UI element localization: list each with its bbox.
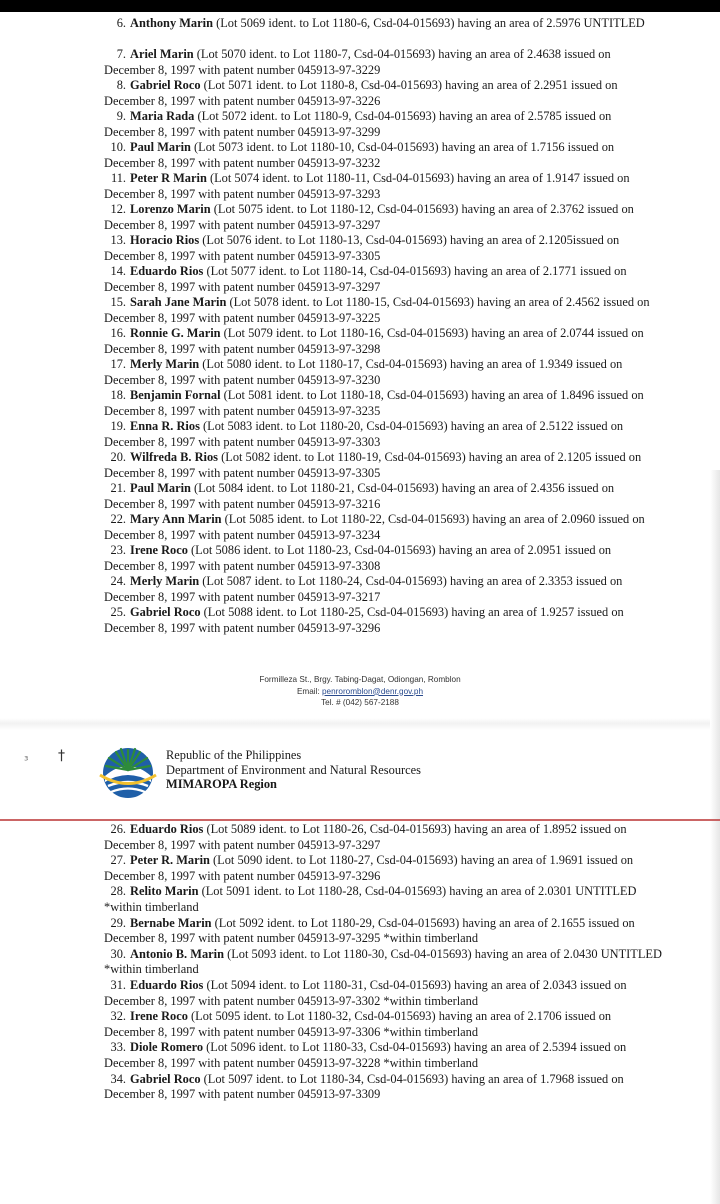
owner-name: Antonio B. Marin	[130, 946, 224, 961]
list-item: 22. Mary Ann Marin (Lot 5085 ident. to Lot 1180-22, Csd-04-015693) having an area of 2.0960 issued on December 8, 1997 with patent number 045913-97-3234	[104, 512, 645, 542]
email-line	[0, 686, 720, 698]
owner-name: Enna R. Rios	[130, 419, 200, 433]
department-line: Department of Environment and Natural Resources	[166, 762, 421, 777]
lot-details: (Lot 5085 ident. to Lot 1180-22, Csd-04-015693) having an area of 2.0960 issued on December 8, 1997 with patent number 045913-97-3234	[104, 512, 645, 542]
lot-details: (Lot 5089 ident. to Lot 1180-26, Csd-04-015693) having an area of 1.8952 issued on December 8, 1997 with patent number 045913-97-3297	[104, 822, 627, 852]
list-item: 8. Gabriel Roco (Lot 5071 ident. to Lot 1180-8, Csd-04-015693) having an area of 2.2951 issued on December 8, 1997 with patent number 045913-97-3226	[104, 78, 618, 108]
owner-name: Bernabe Marin	[130, 915, 212, 930]
list-item: 12. Lorenzo Marin (Lot 5075 ident. to Lot 1180-12, Csd-04-015693) having an area of 2.3762 issued on December 8, 1997 with patent number 045913-97-3297	[104, 202, 634, 232]
republic-line: Republic of the Philippines	[166, 748, 302, 762]
owner-name: Merly Marin	[130, 357, 200, 371]
lot-details: (Lot 5073 ident. to Lot 1180-10, Csd-04-015693) having an area of 1.7156 issued on December 8, 1997 with patent number 045913-97-3232	[104, 140, 615, 170]
denr-logo-icon	[96, 742, 160, 800]
list-item: 32. Irene Roco (Lot 5095 ident. to Lot 1180-32, Csd-04-015693) having an area of 2.1706 issued on December 8, 1997 with patent number 045913-97-3306 *within timberland	[104, 1009, 612, 1039]
owner-name: Peter R Marin	[130, 171, 207, 185]
owner-name: Anthony Marin	[130, 16, 213, 30]
list-item: 17. Merly Marin (Lot 5080 ident. to Lot 1180-17, Csd-04-015693) having an area of 1.9349 issued on December 8, 1997 with patent number 045913-97-3230	[104, 357, 623, 387]
owner-name: Gabriel Roco	[130, 605, 201, 619]
list-item: 25. Gabriel Roco (Lot 5088 ident. to Lot 1180-25, Csd-04-015693) having an area of 1.9257 issued on December 8, 1997 with patent number 045913-97-3296	[104, 605, 624, 635]
list-item: 20. Wilfreda B. Rios (Lot 5082 ident. to Lot 1180-19, Csd-04-015693) having an area of 2.1205 issued on December 8, 1997 with patent number 045913-97-3305	[104, 450, 642, 480]
lot-details: (Lot 5091 ident. to Lot 1180-28, Csd-04-015693) having an area of 2.0301 UNTITLED *within timberland	[104, 884, 637, 914]
owner-name: Paul Marin	[130, 140, 191, 154]
owner-name: Eduardo Rios	[130, 264, 204, 278]
margin-mark: ³	[24, 754, 29, 767]
owner-name: Relito Marin	[130, 884, 199, 899]
lot-details: (Lot 5074 ident. to Lot 1180-11, Csd-04-015693) having an area of 1.9147 issued on December 8, 1997 with patent number 045913-97-3293	[104, 171, 630, 201]
lot-details: (Lot 5088 ident. to Lot 1180-25, Csd-04-015693) having an area of 1.9257 issued on December 8, 1997 with patent number 045913-97-3296	[104, 605, 624, 635]
list-item: 11. Peter R Marin (Lot 5074 ident. to Lot 1180-11, Csd-04-015693) having an area of 1.9147 issued on December 8, 1997 with patent number 045913-97-3293	[104, 171, 630, 201]
lot-details: (Lot 5079 ident. to Lot 1180-16, Csd-04-015693) having an area of 2.0744 issued on December 8, 1997 with patent number 045913-97-3298	[104, 326, 644, 356]
office-contact-footer	[0, 674, 720, 709]
owner-name: Eduardo Rios	[130, 822, 204, 836]
owner-name: Mary Ann Marin	[130, 512, 222, 526]
lot-details: (Lot 5093 ident. to Lot 1180-30, Csd-04-015693) having an area of 2.0430 UNTITLED *within timberland	[104, 946, 662, 977]
lot-details: (Lot 5075 ident. to Lot 1180-12, Csd-04-015693) having an area of 2.3762 issued on December 8, 1997 with patent number 045913-97-3297	[104, 202, 634, 232]
owner-name: Ronnie G. Marin	[130, 326, 221, 340]
header-rule	[0, 819, 720, 821]
list-item: 16. Ronnie G. Marin (Lot 5079 ident. to Lot 1180-16, Csd-04-015693) having an area of 2.0744 issued on December 8, 1997 with patent number 045913-97-3298	[104, 326, 644, 356]
lot-details: (Lot 5077 ident. to Lot 1180-14, Csd-04-015693) having an area of 2.1771 issued on December 8, 1997 with patent number 045913-97-3297	[104, 264, 627, 294]
lot-details: (Lot 5092 ident. to Lot 1180-29, Csd-04-015693) having an area of 2.1655 issued on December 8, 1997 with patent number 045913-97-3295 *within timberland	[104, 915, 635, 946]
owner-name: Diole Romero	[130, 1040, 204, 1055]
owner-name: Sarah Jane Marin	[130, 295, 227, 309]
lot-details: (Lot 5087 ident. to Lot 1180-24, Csd-04-015693) having an area of 2.3353 issued on December 8, 1997 with patent number 045913-97-3217	[104, 574, 623, 604]
region-line: MIMAROPA Region	[166, 777, 277, 792]
lot-details: (Lot 5070 ident. to Lot 1180-7, Csd-04-015693) having an area of 2.4638 issued on December 8, 1997 with patent number 045913-97-3229	[104, 47, 611, 77]
cross-mark: †	[58, 748, 65, 764]
list-item: 10. Paul Marin (Lot 5073 ident. to Lot 1180-10, Csd-04-015693) having an area of 1.7156 issued on December 8, 1997 with patent number 045913-97-3232	[104, 140, 615, 170]
lot-list-page-2	[104, 822, 664, 1103]
owner-name: Irene Roco	[130, 543, 188, 557]
lot-details: (Lot 5083 ident. to Lot 1180-20, Csd-04-015693) having an area of 2.5122 issued on December 8, 1997 with patent number 045913-97-3303	[104, 419, 624, 449]
list-item: 15. Sarah Jane Marin (Lot 5078 ident. to Lot 1180-15, Csd-04-015693) having an area of 2.4562 issued on December 8, 1997 with patent number 045913-97-3225	[104, 295, 650, 325]
owner-name: Wilfreda B. Rios	[130, 450, 219, 464]
lot-details: (Lot 5095 ident. to Lot 1180-32, Csd-04-015693) having an area of 2.1706 issued on December 8, 1997 with patent number 045913-97-3306 *within timberland	[104, 1009, 612, 1039]
lot-details: (Lot 5069 ident. to Lot 1180-6, Csd-04-015693) having an area of 2.5976 UNTITLED	[216, 16, 645, 30]
lot-details: (Lot 5076 ident. to Lot 1180-13, Csd-04-015693) having an area of 2.1205issued on December 8, 1997 with patent number 045913-97-3305	[104, 233, 620, 263]
owner-name: Maria Rada	[130, 109, 195, 123]
owner-name: Benjamin Fornal	[130, 388, 221, 402]
list-item: 24. Merly Marin (Lot 5087 ident. to Lot 1180-24, Csd-04-015693) having an area of 2.3353 issued on December 8, 1997 with patent number 045913-97-3217	[104, 574, 623, 604]
lot-details: (Lot 5081 ident. to Lot 1180-18, Csd-04-015693) having an area of 1.8496 issued on December 8, 1997 with patent number 045913-97-3235	[104, 388, 644, 418]
lot-details: (Lot 5096 ident. to Lot 1180-33, Csd-04-015693) having an area of 2.5394 issued on December 8, 1997 with patent number 045913-97-3228 *within timberland	[104, 1040, 627, 1070]
list-item: 27. Peter R. Marin (Lot 5090 ident. to Lot 1180-27, Csd-04-015693) having an area of 1.9691 issued on December 8, 1997 with patent number 045913-97-3296	[104, 853, 634, 883]
page-edge-shadow	[710, 470, 720, 1204]
agency-header	[166, 748, 421, 792]
list-item: 19. Enna R. Rios (Lot 5083 ident. to Lot 1180-20, Csd-04-015693) having an area of 2.5122 issued on December 8, 1997 with patent number 045913-97-3303	[104, 419, 624, 449]
list-item: 31. Eduardo Rios (Lot 5094 ident. to Lot 1180-31, Csd-04-015693) having an area of 2.0343 issued on December 8, 1997 with patent number 045913-97-3302 *within timberland	[104, 977, 627, 1008]
list-item: 34. Gabriel Roco (Lot 5097 ident. to Lot 1180-34, Csd-04-015693) having an area of 1.7968 issued on December 8, 1997 with patent number 045913-97-3309	[104, 1071, 624, 1102]
owner-name: Paul Marin	[130, 481, 191, 495]
list-item: 21. Paul Marin (Lot 5084 ident. to Lot 1180-21, Csd-04-015693) having an area of 2.4356 issued on December 8, 1997 with patent number 045913-97-3216	[104, 481, 615, 511]
owner-name: Irene Roco	[130, 1009, 188, 1024]
list-item: 26. Eduardo Rios (Lot 5089 ident. to Lot 1180-26, Csd-04-015693) having an area of 1.8952 issued on December 8, 1997 with patent number 045913-97-3297	[104, 822, 627, 852]
list-item: 18. Benjamin Fornal (Lot 5081 ident. to Lot 1180-18, Csd-04-015693) having an area of 1.8496 issued on December 8, 1997 with patent number 045913-97-3235	[104, 388, 644, 418]
office-address: Formilleza St., Brgy. Tabing-Dagat, Odiongan, Romblon	[259, 675, 461, 684]
lot-details: (Lot 5084 ident. to Lot 1180-21, Csd-04-015693) having an area of 2.4356 issued on December 8, 1997 with patent number 045913-97-3216	[104, 481, 615, 511]
owner-name: Peter R. Marin	[130, 853, 210, 868]
owner-name: Lorenzo Marin	[130, 202, 211, 216]
lot-details: (Lot 5072 ident. to Lot 1180-9, Csd-04-015693) having an area of 2.5785 issued on December 8, 1997 with patent number 045913-97-3299	[104, 109, 612, 139]
email-link[interactable]: penroromblon@denr.gov.ph	[322, 686, 424, 696]
lot-list-page-1	[104, 16, 664, 636]
list-item: 14. Eduardo Rios (Lot 5077 ident. to Lot 1180-14, Csd-04-015693) having an area of 2.1771 issued on December 8, 1997 with patent number 045913-97-3297	[104, 264, 627, 294]
owner-name: Ariel Marin	[130, 47, 194, 61]
lot-details: (Lot 5086 ident. to Lot 1180-23, Csd-04-015693) having an area of 2.0951 issued on December 8, 1997 with patent number 045913-97-3308	[104, 543, 612, 573]
owner-name: Eduardo Rios	[130, 977, 204, 992]
email-label: Email:	[296, 686, 320, 696]
list-item: 23. Irene Roco (Lot 5086 ident. to Lot 1180-23, Csd-04-015693) having an area of 2.0951 issued on December 8, 1997 with patent number 045913-97-3308	[104, 543, 612, 573]
lot-details: (Lot 5080 ident. to Lot 1180-17, Csd-04-015693) having an area of 1.9349 issued on December 8, 1997 with patent number 045913-97-3230	[104, 357, 623, 387]
list-item: 33. Diole Romero (Lot 5096 ident. to Lot 1180-33, Csd-04-015693) having an area of 2.5394 issued on December 8, 1997 with patent number 045913-97-3228 *within timberland	[104, 1040, 627, 1070]
list-item: 9. Maria Rada (Lot 5072 ident. to Lot 1180-9, Csd-04-015693) having an area of 2.5785 issued on December 8, 1997 with patent number 045913-97-3299	[104, 109, 612, 139]
lot-details: (Lot 5082 ident. to Lot 1180-19, Csd-04-015693) having an area of 2.1205 issued on December 8, 1997 with patent number 045913-97-3305	[104, 450, 642, 480]
lot-details: (Lot 5094 ident. to Lot 1180-31, Csd-04-015693) having an area of 2.0343 issued on December 8, 1997 with patent number 045913-97-3302 *within timberland	[104, 977, 627, 1008]
owner-name: Horacio Rios	[130, 233, 200, 247]
top-black-bar	[0, 0, 720, 12]
list-item: 28. Relito Marin (Lot 5091 ident. to Lot 1180-28, Csd-04-015693) having an area of 2.0301 UNTITLED *within timberland	[104, 884, 637, 914]
list-item: 30. Antonio B. Marin (Lot 5093 ident. to Lot 1180-30, Csd-04-015693) having an area of 2.0430 UNTITLED *within timberland	[104, 946, 662, 977]
page-break	[0, 718, 720, 730]
lot-details: (Lot 5097 ident. to Lot 1180-34, Csd-04-015693) having an area of 1.7968 issued on December 8, 1997 with patent number 045913-97-3309	[104, 1071, 624, 1102]
owner-name: Merly Marin	[130, 574, 200, 588]
lot-details: (Lot 5078 ident. to Lot 1180-15, Csd-04-015693) having an area of 2.4562 issued on December 8, 1997 with patent number 045913-97-3225	[104, 295, 650, 325]
list-item: 13. Horacio Rios (Lot 5076 ident. to Lot 1180-13, Csd-04-015693) having an area of 2.1205issued on December 8, 1997 with patent number 045913-97-3305	[104, 233, 620, 263]
lot-details: (Lot 5090 ident. to Lot 1180-27, Csd-04-015693) having an area of 1.9691 issued on December 8, 1997 with patent number 045913-97-3296	[104, 853, 634, 883]
owner-name: Gabriel Roco	[130, 1071, 201, 1086]
list-item: 7. Ariel Marin (Lot 5070 ident. to Lot 1180-7, Csd-04-015693) having an area of 2.4638 issued on December 8, 1997 with patent number 045913-97-3229	[104, 47, 611, 77]
lot-details: (Lot 5071 ident. to Lot 1180-8, Csd-04-015693) having an area of 2.2951 issued on December 8, 1997 with patent number 045913-97-3226	[104, 78, 618, 108]
owner-name: Gabriel Roco	[130, 78, 201, 92]
list-item: 29. Bernabe Marin (Lot 5092 ident. to Lot 1180-29, Csd-04-015693) having an area of 2.1655 issued on December 8, 1997 with patent number 045913-97-3295 *within timberland	[104, 915, 635, 946]
telephone: Tel. # (042) 567-2188	[321, 698, 399, 707]
list-item: 6. Anthony Marin (Lot 5069 ident. to Lot 1180-6, Csd-04-015693) having an area of 2.5976 UNTITLED	[116, 16, 645, 30]
